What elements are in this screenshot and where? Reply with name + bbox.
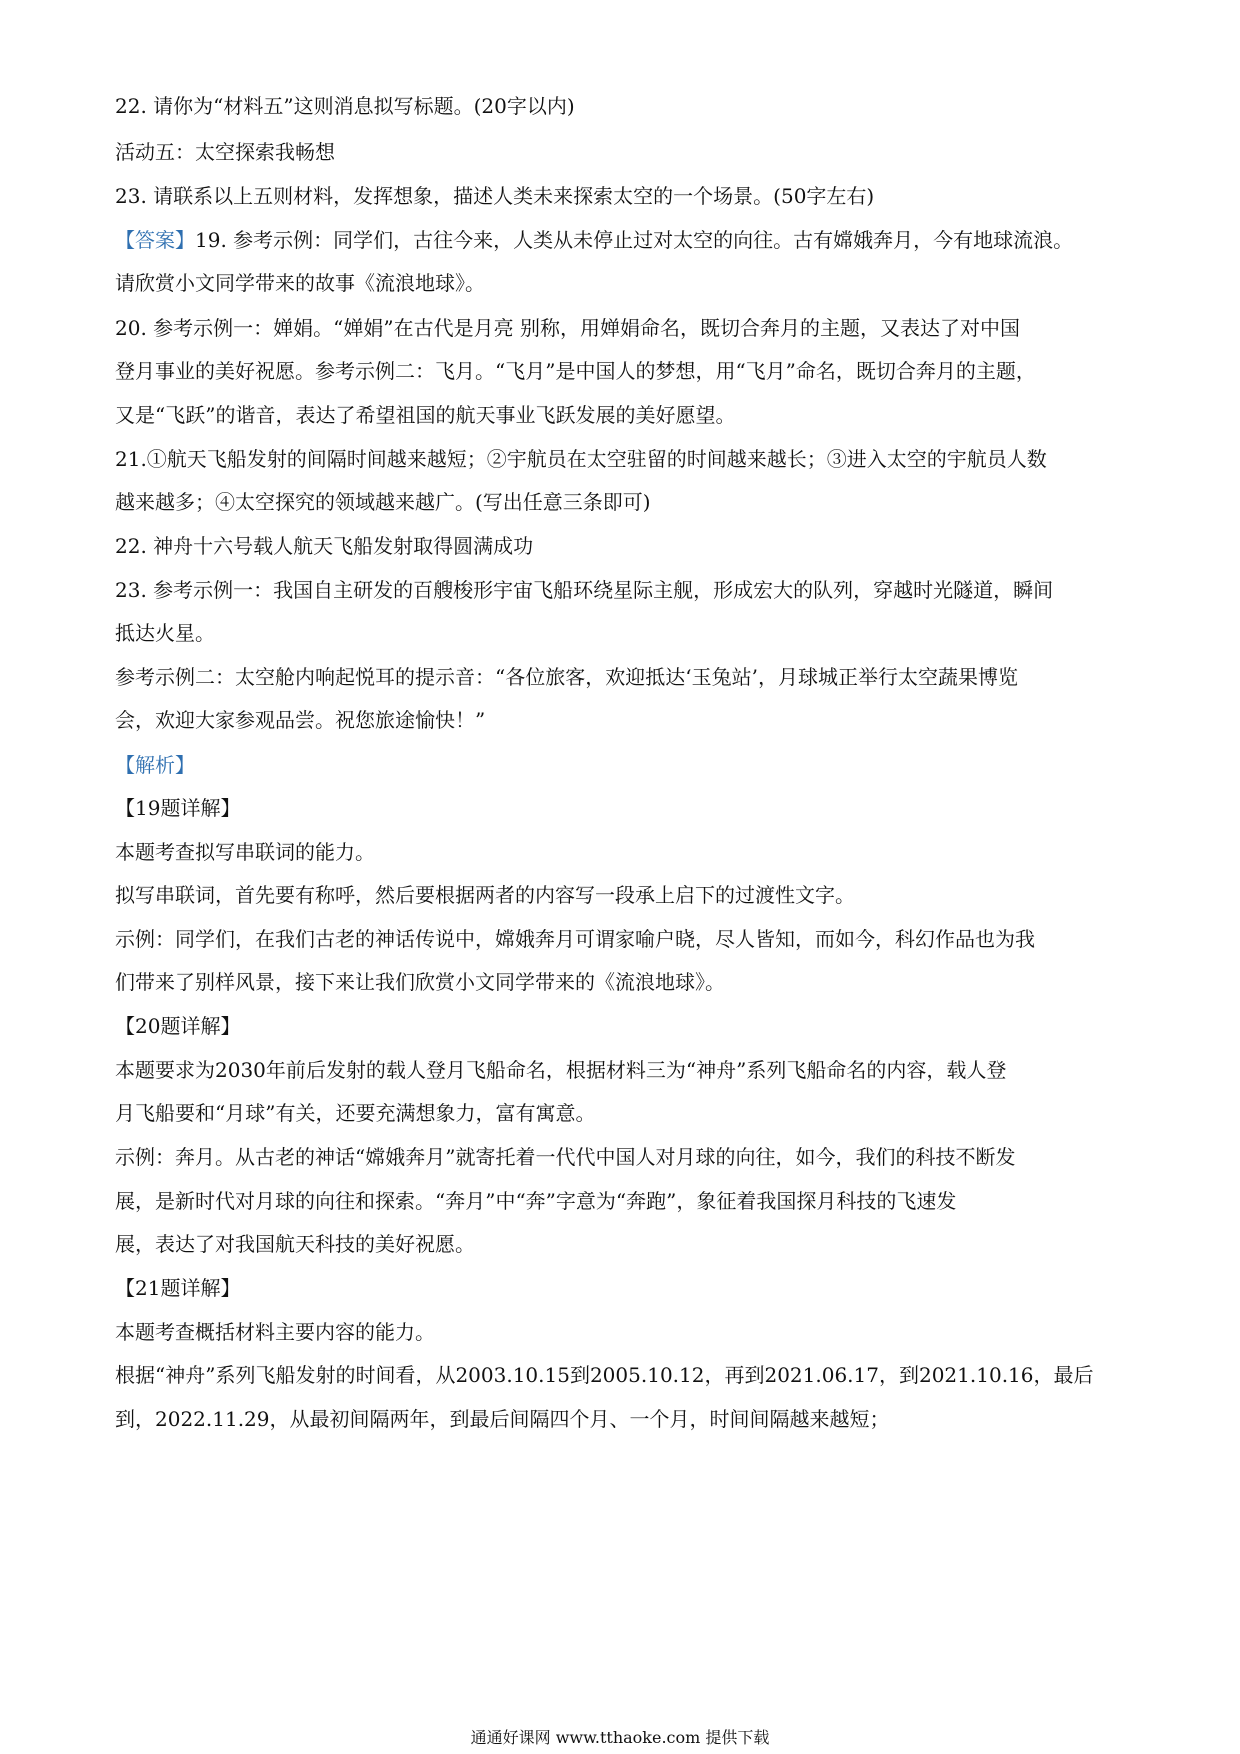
answer-23-line-2: 抵达火星。 [115,621,215,645]
answer-23-line-3: 参考示例二：太空舱内响起悦耳的提示音：“各位旅客，欢迎抵达‘玉兔站’，月球城正举行太空蔬果博览 [115,665,1018,689]
answer-19-line-1 [115,227,1135,253]
answer-23-line-4: 会，欢迎大家参观品尝。祝您旅途愉快！” [115,708,486,732]
footer-url[interactable]: www.tthaoke.com [555,1728,701,1747]
answer-22: 22. 神舟十六号载人航天飞船发射取得圆满成功 [115,534,534,558]
answer-20-line-2: 登月事业的美好祝愿。参考示例二：飞月。“飞月”是中国人的梦想，用“飞月”命名，既切合奔月的主题， [115,359,1036,383]
question-22: 22. 请你为“材料五”这则消息拟写标题。(20字以内) [115,94,575,118]
page-footer [0,1727,1240,1749]
detail-21-line-2: 根据“神舟”系列飞船发射的时间看，从2003.10.15到2005.10.12，再到2021.06.17，到2021.10.16，最后 [115,1363,1094,1387]
detail-21-line-1: 本题考查概括材料主要内容的能力。 [115,1320,435,1344]
detail-20-line-1: 本题要求为2030年前后发射的载人登月飞船命名，根据材料三为“神舟”系列飞船命名的内容，载人登 [115,1058,1007,1082]
detail-19-line-2: 拟写串联词，首先要有称呼，然后要根据两者的内容写一段承上启下的过渡性文字。 [115,883,855,907]
detail-20-line-5: 展，表达了对我国航天科技的美好祝愿。 [115,1232,475,1256]
detail-20-title: 【20题详解】 [115,1014,241,1038]
answer-23-line-1: 23. 参考示例一：我国自主研发的百艘梭形宇宙飞船环绕星际主舰，形成宏大的队列，穿越时光隧道，瞬间 [115,578,1054,602]
footer-site-name: 通通好课网 [470,1728,551,1747]
detail-19-title: 【19题详解】 [115,796,241,820]
answer-19-line-2: 请欣赏小文同学带来的故事《流浪地球》。 [115,271,485,295]
detail-21-title: 【21题详解】 [115,1276,241,1300]
detail-20-line-2: 月飞船要和“月球”有关，还要充满想象力，富有寓意。 [115,1101,596,1125]
answer-tag: 【答案】 [115,228,195,252]
detail-19-line-3: 示例：同学们，在我们古老的神话传说中，嫦娥奔月可谓家喻户晓，尽人皆知，而如今，科幻作品也为我 [115,927,1035,951]
answer-21-line-1: 21.①航天飞船发射的间隔时间越来越短；②宇航员在太空驻留的时间越来越长；③进入太空的宇航员人数 [115,447,1047,471]
answer-20-line-1: 20. 参考示例一：婵娟。“婵娟”在古代是月亮 别称，用婵娟命名，既切合奔月的主题，又表达了对中国 [115,316,1020,340]
answer-21-line-2: 越来越多；④太空探究的领域越来越广。(写出任意三条即可) [115,490,651,514]
detail-21-line-3: 到，2022.11.29，从最初间隔两年，到最后间隔四个月、一个月，时间间隔越来越短； [115,1407,890,1431]
detail-19-line-1: 本题考查拟写串联词的能力。 [115,840,375,864]
answer-20-line-3: 又是“飞跃”的谐音，表达了希望祖国的航天事业飞跃发展的美好愿望。 [115,403,736,427]
activity-5-heading: 活动五：太空探索我畅想 [115,140,335,164]
detail-20-line-3: 示例：奔月。从古老的神话“嫦娥奔月”就寄托着一代代中国人对月球的向往，如今，我们的科技不断发 [115,1145,1016,1169]
detail-19-line-4: 们带来了别样风景，接下来让我们欣赏小文同学带来的《流浪地球》。 [115,970,725,994]
footer-suffix: 提供下载 [705,1728,770,1747]
answer-19-text: 19. 参考示例：同学们，古往今来，人类从未停止过对太空的向往。古有嫦娥奔月，今有地球流浪。 [195,228,1074,252]
question-23: 23. 请联系以上五则材料，发挥想象，描述人类未来探索太空的一个场景。(50字左右) [115,184,875,208]
analysis-tag: 【解析】 [115,753,195,777]
detail-20-line-4: 展，是新时代对月球的向往和探索。“奔月”中“奔”字意为“奔跑”，象征着我国探月科技的飞速发 [115,1189,957,1213]
